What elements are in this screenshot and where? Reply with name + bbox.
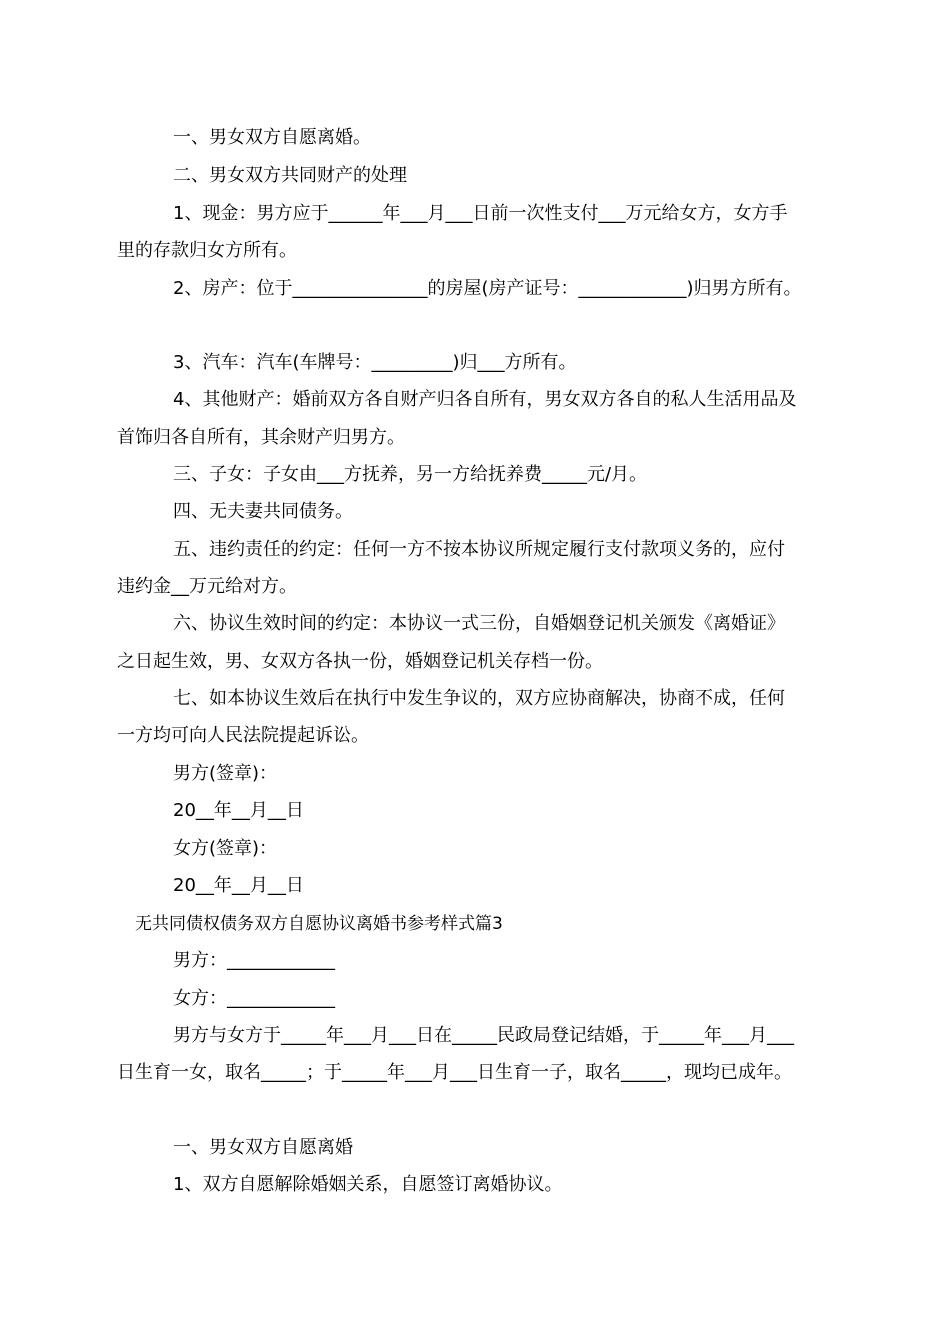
marriage-info-line-1: 男方与女方于_____年___月___日在_____民政局登记结婚，于_____年___月___ [173, 1025, 794, 1046]
female-signature-label: 女方(签章)： [173, 838, 278, 859]
dispute-clause-line-2: 一方均可向人民法院提起诉讼。 [117, 725, 369, 746]
cash-clause-line-1: 1、现金：男方应于______年___月___日前一次性支付___万元给女方，女方手 [173, 203, 788, 224]
male-name-field: 男方：____________ [173, 950, 335, 971]
male-signature-date: 20__年__月__日 [173, 800, 304, 821]
other-property-line-1: 4、其他财产：婚前双方各自财产归各自所有，男女双方各自的私人生活用品及 [173, 389, 797, 410]
male-signature-label: 男方(签章)： [173, 763, 278, 784]
effective-clause-line-2: 之日起生效，男、女双方各执一份，婚姻登记机关存档一份。 [117, 651, 603, 672]
clause-2-property-heading: 二、男女双方共同财产的处理 [173, 165, 407, 186]
female-name-field: 女方：____________ [173, 988, 335, 1009]
other-property-line-2: 首饰归各自所有，其余财产归男方。 [117, 427, 405, 448]
no-debt-clause: 四、无夫妻共同债务。 [173, 501, 353, 522]
breach-clause-line-2: 违约金__万元给对方。 [117, 576, 297, 597]
clause-1-mutual-divorce-b: 一、男女双方自愿离婚 [173, 1137, 353, 1158]
clause-1-mutual-divorce: 一、男女双方自愿离婚。 [173, 127, 371, 148]
dissolve-marriage-clause: 1、双方自愿解除婚姻关系，自愿签订离婚协议。 [173, 1174, 563, 1195]
car-clause: 3、汽车：汽车(车牌号：_________)归___方所有。 [173, 352, 577, 373]
cash-clause-line-2: 里的存款归女方所有。 [117, 240, 297, 261]
breach-clause-line-1: 五、违约责任的约定：任何一方不按本协议所规定履行支付款项义务的，应付 [173, 539, 785, 560]
dispute-clause-line-1: 七、如本协议生效后在执行中发生争议的，双方应协商解决，协商不成，任何 [173, 688, 785, 709]
section-title-sample-3: 无共同债权债务双方自愿协议离婚书参考样式篇3 [135, 914, 503, 934]
house-clause: 2、房产：位于_______________的房屋(房产证号：____________)归男方所有。 [173, 278, 802, 299]
female-signature-date: 20__年__月__日 [173, 875, 304, 896]
effective-clause-line-1: 六、协议生效时间的约定：本协议一式三份，自婚姻登记机关颁发《离婚证》 [173, 613, 785, 634]
marriage-info-line-2: 日生育一女，取名_____；于_____年___月___日生育一子，取名_____，现均已成年。 [117, 1062, 792, 1083]
children-clause: 三、子女：子女由___方抚养，另一方给抚养费_____元/月。 [173, 464, 648, 485]
